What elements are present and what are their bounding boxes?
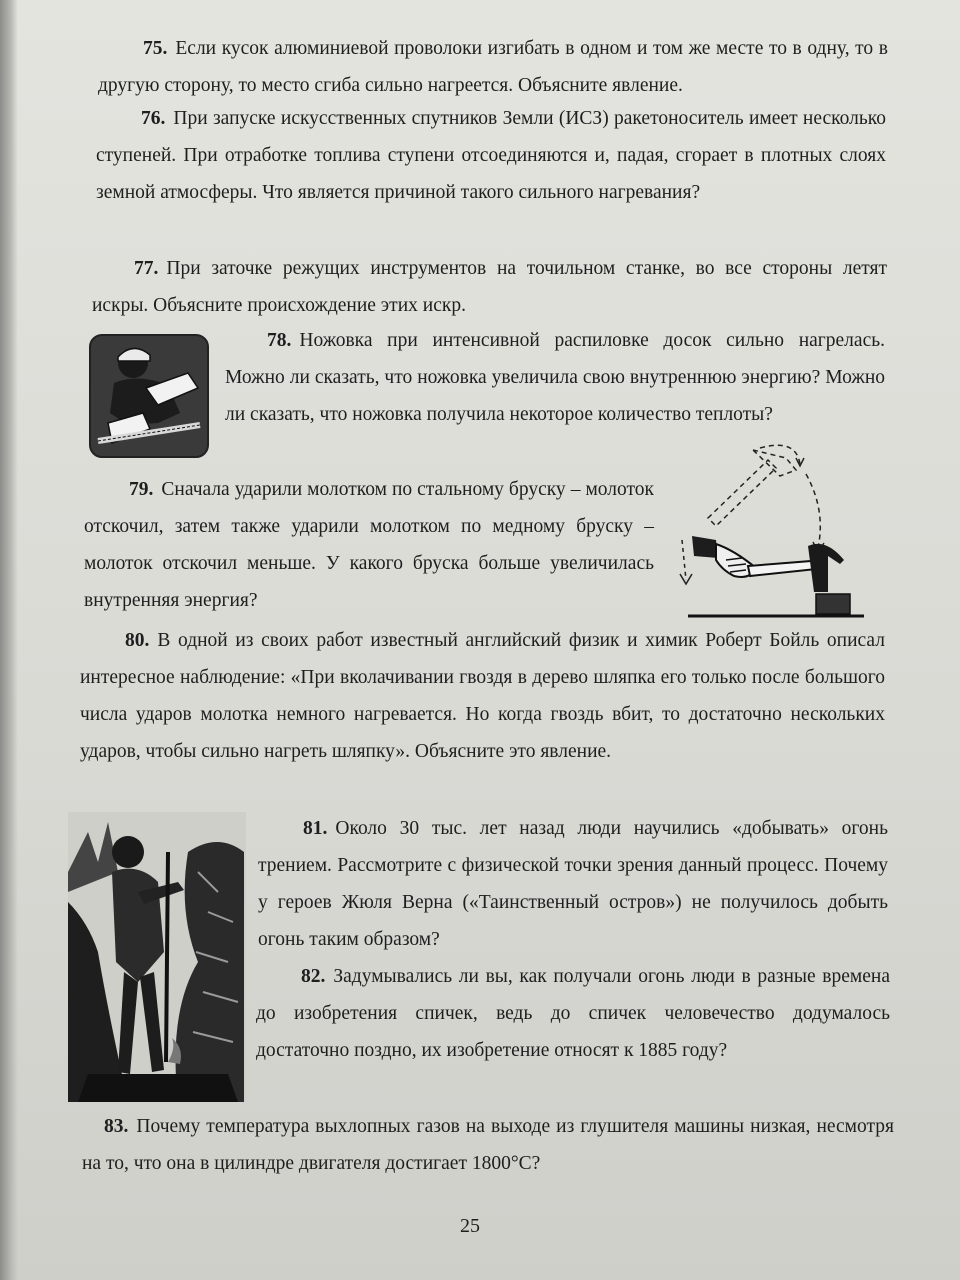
- hammer-strike-icon: [668, 440, 868, 620]
- problem-text: Сначала ударили молотком по стальному бруску – молоток отскочил, затем также ударили молотком по медному бруску – молоток отскочил меньше. У какого бруска больше увеличилась внутренняя энергия?: [84, 479, 654, 611]
- problem-83: [82, 1108, 894, 1182]
- problem-text: Около 30 тыс. лет назад люди научились «добывать» огонь трением. Рассмотрите с физической точки зрения данный процесс. Почему у героев Жюля Верна («Таинственный остров») не получилось добыть огонь таким образом?: [258, 818, 888, 950]
- problem-75: [98, 30, 888, 104]
- problem-text: При запуске искусственных спутников Земли (ИСЗ) ракетоноситель имеет несколько ступеней. При отработке топлива ступени отсоединяются и, падая, сгорает в плотных слоях земной атмосферы. Что является причиной такого сильного нагревания?: [96, 108, 886, 203]
- worker-illustration: [88, 333, 210, 459]
- problem-76: [96, 100, 886, 211]
- problem-number: 76.: [141, 108, 166, 129]
- problem-text: Ножовка при интенсивной распиловке досок сильно нагрелась. Можно ли сказать, что ножовка увеличила свою внутреннюю энергию? Можно ли сказать, что ножовка получила некоторое количество теплоты?: [225, 330, 885, 425]
- hammer-illustration: [668, 440, 868, 620]
- problem-81: [258, 810, 888, 958]
- problem-79: [84, 471, 654, 619]
- problem-text: Задумывались ли вы, как получали огонь люди в разные времена до изобретения спичек, ведь до спичек человечество додумалось достаточно поздно, их изобретение относят к 1885 году?: [256, 966, 890, 1061]
- caveman-fire-icon: [68, 812, 246, 1102]
- problem-77: [92, 250, 887, 324]
- problem-number: 83.: [104, 1116, 129, 1137]
- caveman-fire-illustration: [68, 812, 246, 1102]
- problem-number: 79.: [129, 479, 154, 500]
- page-binding-shadow: [0, 0, 18, 1280]
- problem-text: При заточке режущих инструментов на точильном станке, во все стороны летят искры. Объясните происхождение этих искр.: [92, 258, 887, 316]
- problem-78: [225, 322, 885, 433]
- problem-text: Если кусок алюминиевой проволоки изгибать в одном и том же месте то в одну, то в другую сторону, то место сгиба сильно нагреется. Объясните явление.: [98, 38, 888, 96]
- page-number: 25: [460, 1215, 480, 1237]
- problem-text: В одной из своих работ известный английский физик и химик Роберт Бойль описал интересное наблюдение: «При вколачивании гвоздя в дерево шляпка его только после большого числа ударов молотка немного нагревается. Но когда гвоздь вбит, то достаточно нескольких ударов, чтобы сильно нагреть шляпку». Объясните это явление.: [80, 630, 885, 762]
- problem-text: Почему температура выхлопных газов на выходе из глушителя машины низкая, несмотря на то, что она в цилиндре двигателя достигает 1800°С?: [82, 1116, 894, 1174]
- worker-sawing-icon: [88, 333, 210, 459]
- problem-number: 80.: [125, 630, 150, 651]
- problem-80: [80, 622, 885, 770]
- problem-82: [256, 958, 890, 1069]
- problem-number: 75.: [143, 38, 168, 59]
- problem-number: 77.: [134, 258, 159, 279]
- problem-number: 78.: [267, 330, 292, 351]
- problem-number: 82.: [301, 966, 326, 987]
- problem-number: 81.: [303, 818, 328, 839]
